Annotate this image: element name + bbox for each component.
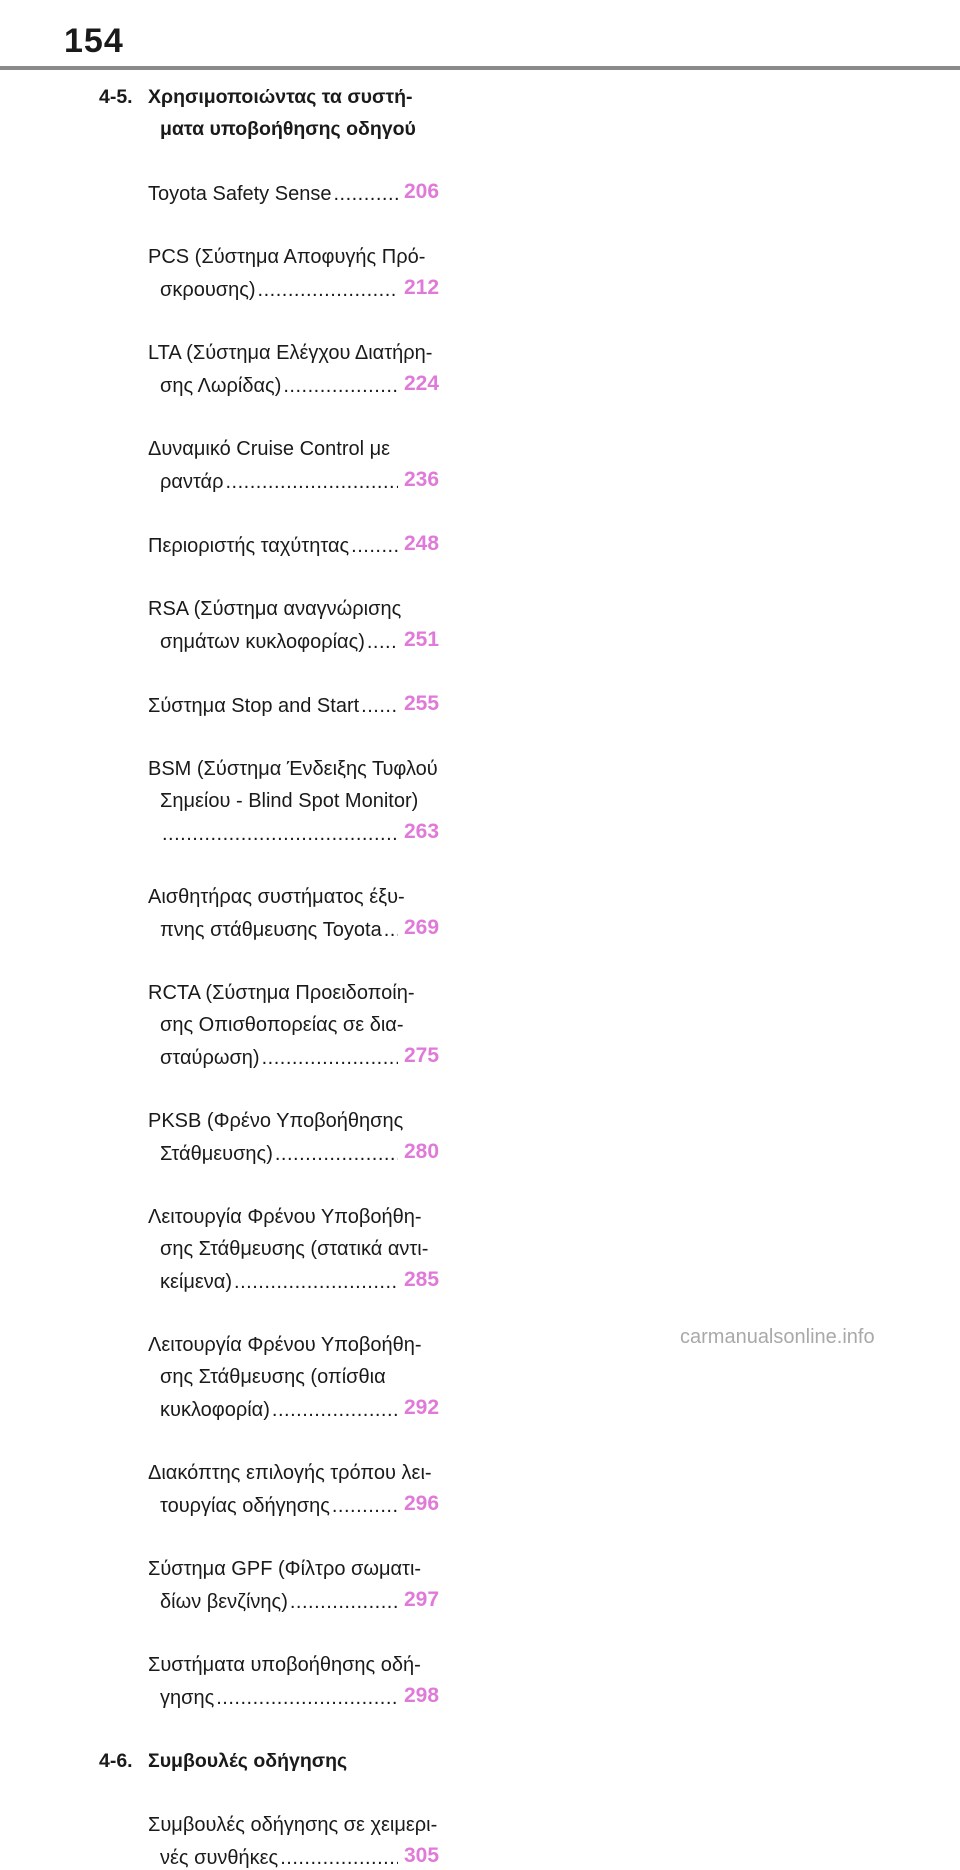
toc-entry-line: δίων βενζίνης) xyxy=(160,1591,288,1613)
section-number: 4-6. xyxy=(99,1750,133,1772)
dot-leader xyxy=(367,631,398,654)
dot-leader xyxy=(258,279,398,302)
page-number: 154 xyxy=(64,22,124,60)
page-reference-link[interactable]: 296 xyxy=(404,1492,440,1515)
watermark: carmanualsonline.info xyxy=(680,1326,875,1348)
toc-entry-line: σταύρωση) xyxy=(160,1047,260,1069)
page-reference-link[interactable]: 263 xyxy=(404,820,440,843)
dot-leader xyxy=(333,183,398,206)
dot-leader xyxy=(384,919,398,942)
toc-entry-line: σης Λωρίδας) xyxy=(160,375,282,397)
page-reference-link[interactable]: 275 xyxy=(404,1044,440,1067)
toc-entry-leader-line xyxy=(148,690,400,718)
dot-leader xyxy=(226,471,399,494)
toc-entry-line: τουργίας οδήγησης xyxy=(160,1495,330,1517)
toc-entry-leader-line xyxy=(160,1842,400,1870)
toc-entry-line: PKSB (Φρένο Υποβοήθησης xyxy=(148,1110,404,1132)
toc-entry-line: Σημείου - Blind Spot Monitor) xyxy=(160,790,419,812)
page-reference-link[interactable]: 292 xyxy=(404,1396,440,1419)
toc-entry-line: Διακόπτης επιλογής τρόπου λει- xyxy=(148,1462,432,1484)
dot-leader xyxy=(332,1495,398,1518)
toc-entry-line: Περιοριστής ταχύτητας xyxy=(148,535,350,557)
toc-entry-line: Λειτουργία Φρένου Υποβοήθη- xyxy=(148,1334,422,1356)
toc-entry-leader-line xyxy=(160,274,400,302)
page-reference-link[interactable]: 206 xyxy=(404,180,440,203)
dot-leader xyxy=(272,1399,398,1422)
toc-entry-leader-line xyxy=(160,1394,400,1422)
toc-entry-line: Συμβουλές οδήγησης σε χειμερι- xyxy=(148,1814,438,1836)
toc-entry-leader-line xyxy=(160,914,400,942)
toc-entry-leader-line xyxy=(148,178,400,206)
page-reference-link[interactable]: 305 xyxy=(404,1844,440,1867)
toc-entry-leader-line xyxy=(160,1586,400,1614)
toc-entry-leader-line xyxy=(160,370,400,398)
dot-leader xyxy=(290,1591,398,1614)
toc-entry-line: σκρουσης) xyxy=(160,279,256,301)
toc-entry-leader-line xyxy=(148,530,400,558)
toc-entry-leader-line xyxy=(160,818,400,846)
page-reference-link[interactable]: 224 xyxy=(404,372,440,395)
toc-entry-line: PCS (Σύστημα Αποφυγής Πρό- xyxy=(148,246,426,268)
dot-leader xyxy=(351,535,398,558)
toc-entry-line: σημάτων κυκλοφορίας) xyxy=(160,631,365,653)
toc-entry-line: RCTA (Σύστημα Προειδοποίη- xyxy=(148,982,415,1004)
dot-leader xyxy=(280,1847,398,1870)
toc-entry-line: γησης xyxy=(160,1687,215,1709)
page-reference-link[interactable]: 236 xyxy=(404,468,440,491)
dot-leader xyxy=(361,695,398,718)
toc-entry-line: Toyota Safety Sense xyxy=(148,183,332,205)
toc-entry-line: κείμενα) xyxy=(160,1271,233,1293)
toc-entry-line: Λειτουργία Φρένου Υποβοήθη- xyxy=(148,1206,422,1228)
toc-entry-line: πνης στάθμευσης Toyota xyxy=(160,919,382,941)
page-reference-link[interactable]: 248 xyxy=(404,532,440,555)
toc-entry-line: σης Στάθμευσης (στατικά αντι- xyxy=(160,1238,429,1260)
page-reference-link[interactable]: 255 xyxy=(404,692,440,715)
toc-entry-leader-line xyxy=(160,626,400,654)
page-reference-link[interactable]: 212 xyxy=(404,276,440,299)
toc-entry-line: Σύστημα GPF (Φίλτρο σωματι- xyxy=(148,1558,422,1580)
toc-entry-line: Στάθμευσης) xyxy=(160,1143,273,1165)
dot-leader xyxy=(283,375,398,398)
toc-entry-line: Δυναμικό Cruise Control με xyxy=(148,438,391,460)
page-reference-link[interactable]: 298 xyxy=(404,1684,440,1707)
page-reference-link[interactable]: 280 xyxy=(404,1140,440,1163)
toc-entry-line: Συστήματα υποβοήθησης οδή- xyxy=(148,1654,421,1676)
page-reference-link[interactable]: 297 xyxy=(404,1588,440,1611)
toc-entry-line: LTA (Σύστημα Ελέγχου Διατήρη- xyxy=(148,342,433,364)
toc-entry-line: νές συνθήκες xyxy=(160,1847,279,1869)
dot-leader xyxy=(216,1687,398,1710)
section-title-line: Συμβουλές οδήγησης xyxy=(148,1750,348,1772)
toc-entry-leader-line xyxy=(160,466,400,494)
toc-entry-leader-line xyxy=(160,1682,400,1710)
page-reference-link[interactable]: 285 xyxy=(404,1268,440,1291)
toc-entry-line: κυκλοφορία) xyxy=(160,1399,270,1421)
toc-entry-line: Αισθητήρας συστήματος έξυ- xyxy=(148,886,405,908)
toc-entry-leader-line xyxy=(160,1138,400,1166)
toc-entry-leader-line xyxy=(160,1266,400,1294)
toc-entry-line: BSM (Σύστημα Ένδειξης Τυφλού xyxy=(148,758,438,780)
toc-entry-line: RSA (Σύστημα αναγνώρισης xyxy=(148,598,402,620)
page-reference-link[interactable]: 251 xyxy=(404,628,440,651)
toc-entry-leader-line xyxy=(160,1042,400,1070)
section-number: 4-5. xyxy=(99,86,133,108)
dot-leader xyxy=(275,1143,398,1166)
dot-leader xyxy=(262,1047,398,1070)
section-title-line: ματα υποβοήθησης οδηγού xyxy=(160,118,416,140)
dot-leader xyxy=(162,823,398,846)
toc-entry-line: ραντάρ xyxy=(160,471,224,493)
page-reference-link[interactable]: 269 xyxy=(404,916,440,939)
toc-entry-line: σης Οπισθοπορείας σε δια- xyxy=(160,1014,404,1036)
toc-entry-leader-line xyxy=(160,1490,400,1518)
toc-entry-line: σης Στάθμευσης (οπίσθια xyxy=(160,1366,386,1388)
dot-leader xyxy=(234,1271,398,1294)
section-title-line: Χρησιμοποιώντας τα συστή- xyxy=(148,86,413,108)
toc-entry-line: Σύστημα Stop and Start xyxy=(148,695,360,717)
